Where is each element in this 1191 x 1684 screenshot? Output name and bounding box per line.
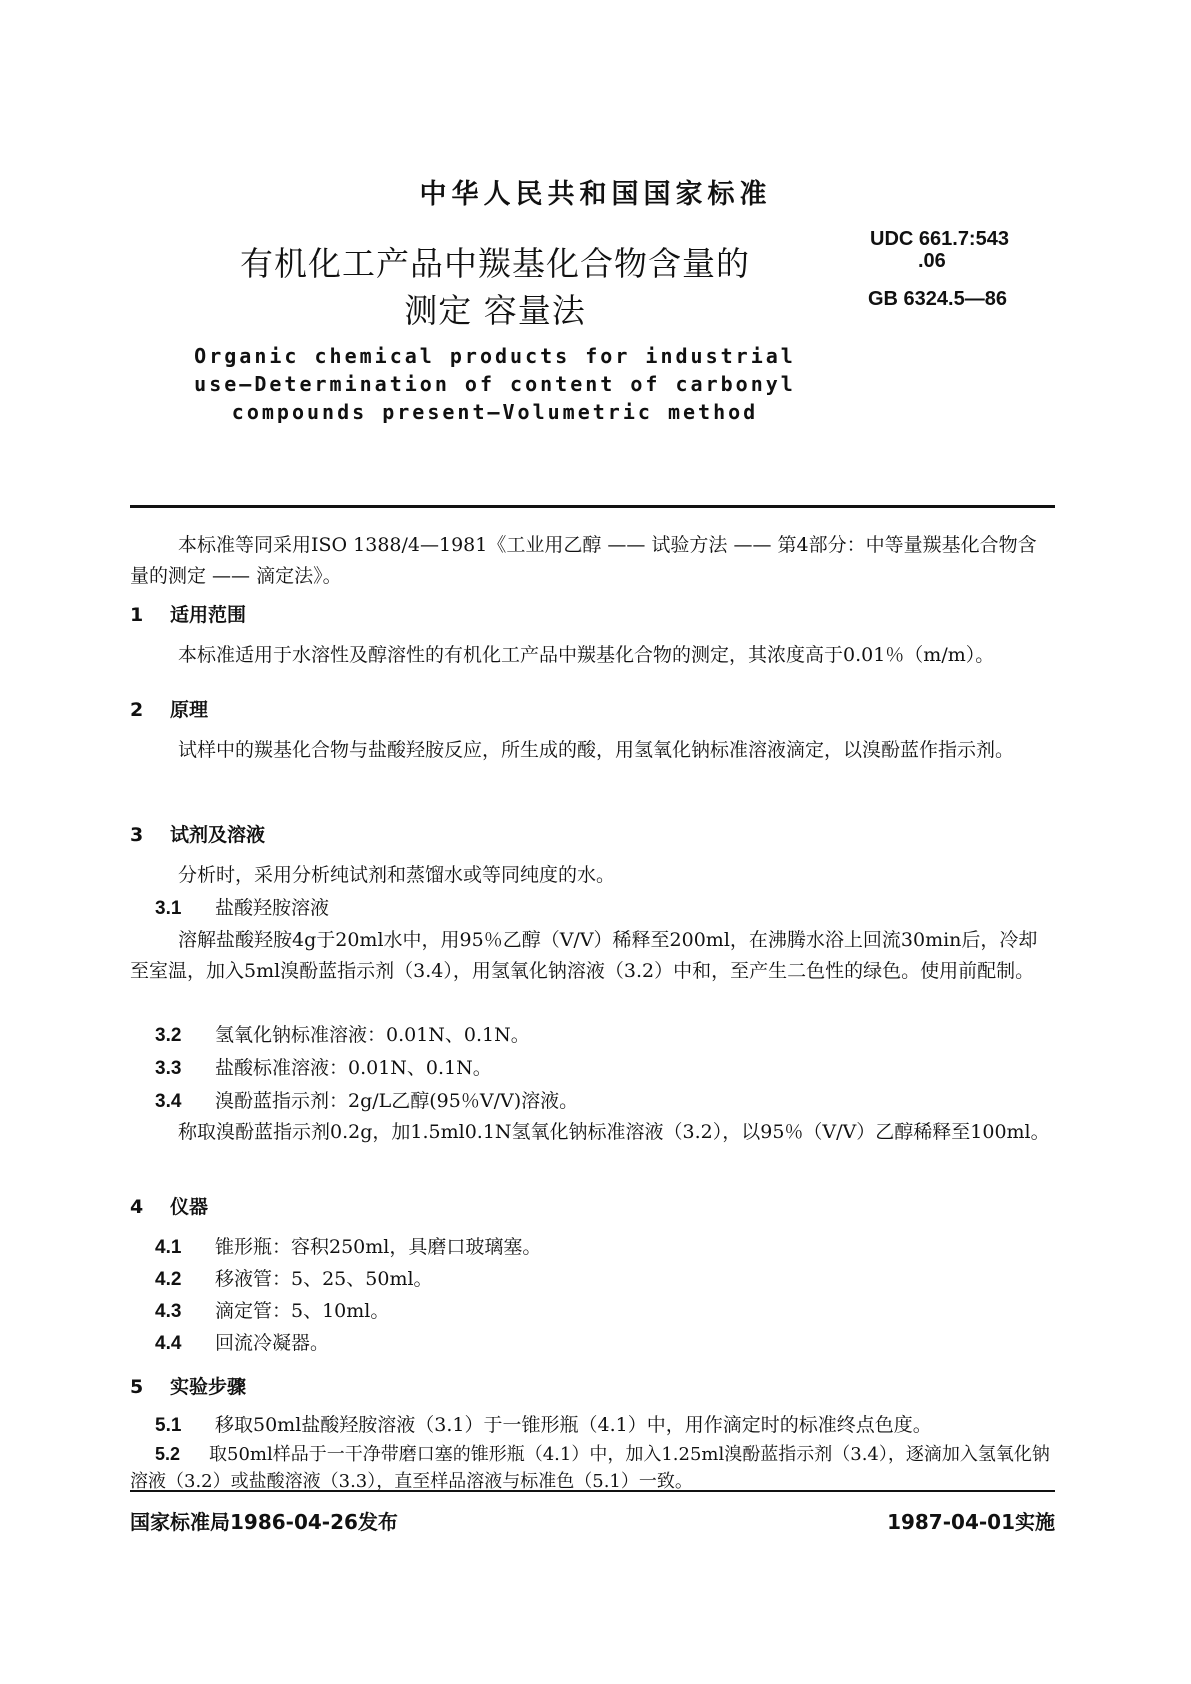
section-title: 仪器 [170,1196,209,1218]
subsection-text: 盐酸标准溶液：0.01N、0.1N。 [215,1057,492,1079]
subsection-3-2 [155,1020,1055,1051]
section-2-heading [130,695,1055,726]
subsection-title: 盐酸羟胺溶液 [215,897,330,919]
title-en-line2: use—Determination of content of carbonyl [194,372,796,396]
subsection-number: 3.3 [155,1058,182,1079]
section-title: 适用范围 [170,604,247,626]
subsection-number: 4.3 [155,1301,182,1322]
section-2-text: 试样中的羰基化合物与盐酸羟胺反应，所生成的酸，用氢氧化钠标准溶液滴定，以溴酚蓝作指示剂。 [178,739,1015,761]
subsection-3-1-heading [155,893,1055,924]
subsection-text: 移取50ml盐酸羟胺溶液（3.1）于一锥形瓶（4.1）中，用作滴定时的标准终点色度。 [215,1414,932,1436]
subsection-5-2 [130,1441,1055,1495]
subsection-5-1 [155,1410,1055,1441]
effective-date: 1987-04-01实施 [887,1510,1055,1534]
section-5-heading [130,1372,1055,1403]
subsection-text: 移液管：5、25、50ml。 [215,1268,433,1290]
subsection-text: 锥形瓶：容积250ml，具磨口玻璃塞。 [215,1236,542,1258]
section-number: 4 [130,1196,144,1218]
section-3-heading [130,820,1055,851]
subsection-number: 4.2 [155,1269,182,1290]
subsection-4-1 [155,1232,1055,1263]
issue-date: 国家标准局1986-04-26发布 [130,1510,398,1534]
subsection-4-4 [155,1328,1055,1359]
subsection-3-4-detail: 称取溴酚蓝指示剂0.2g，加1.5ml0.1N氢氧化钠标准溶液（3.2），以95％（V/V）乙醇稀释至100ml。 [178,1121,1050,1143]
intro-paragraph: 本标准等同采用ISO 1388/4—1981《工业用乙醇 —— 试验方法 —— 第4部分：中等量羰基化合物含量的测定 —— 滴定法》。 [130,534,1037,587]
title-en-line3: compounds present—Volumetric method [231,400,759,424]
udc-code-suffix: .06 [918,250,946,272]
udc-code: UDC 661.7:543 [870,228,1009,250]
title-cn-line1: 有机化工产品中羰基化合物含量的 [240,244,750,283]
subsection-text: 氢氧化钠标准溶液：0.01N、0.1N。 [215,1024,530,1046]
section-number: 5 [130,1376,144,1398]
subsection-number: 3.4 [155,1091,182,1112]
subsection-text: 溴酚蓝指示剂：2g/L乙醇(95％V/V)溶液。 [215,1090,579,1112]
section-title: 实验步骤 [170,1376,247,1398]
section-1-heading [130,600,1055,631]
subsection-4-3 [155,1296,1055,1327]
subsection-number: 4.1 [155,1237,182,1258]
subsection-text: 回流冷凝器。 [215,1332,330,1354]
section-1-text: 本标准适用于水溶性及醇溶性的有机化工产品中羰基化合物的测定，其浓度高于0.01％（m/m）。 [178,644,995,666]
subsection-text: 滴定管：5、10ml。 [215,1300,390,1322]
header-divider [130,505,1055,508]
title-en-line1: Organic chemical products for industrial [194,344,796,368]
subsection-number: 5.1 [155,1415,182,1436]
section-4-heading [130,1192,1055,1223]
national-standard-label: 中华人民共和国国家标准 [419,179,772,210]
title-cn-line2: 测定 容量法 [404,291,586,330]
section-number: 3 [130,824,144,846]
subsection-3-4 [155,1086,1055,1117]
subsection-3-3 [155,1053,1055,1084]
section-title: 试剂及溶液 [170,824,266,846]
subsection-number: 4.4 [155,1333,182,1354]
section-3-text: 分析时，采用分析纯试剂和蒸馏水或等同纯度的水。 [178,864,616,886]
subsection-3-1-text: 溶解盐酸羟胺4g于20ml水中，用95％乙醇（V/V）稀释至200ml，在沸腾水浴上回流30min后，冷却至室温，加入5ml溴酚蓝指示剂（3.4），用氢氧化钠溶液（3.2）中和，至产生二色性的绿色。使用前配制。 [130,929,1038,982]
section-title: 原理 [170,699,209,721]
footer-divider [130,1490,1055,1492]
section-number: 1 [130,604,144,626]
subsection-4-2 [155,1264,1055,1295]
subsection-number: 5.2 [155,1444,181,1464]
subsection-number: 3.1 [155,898,182,919]
subsection-text: 取50ml样品于一干净带磨口塞的锥形瓶（4.1）中，加入1.25ml溴酚蓝指示剂（3.4），逐滴加入氢氧化钠溶液（3.2）或盐酸溶液（3.3），直至样品溶液与标准色（5.1）一致。 [130,1444,1050,1492]
subsection-number: 3.2 [155,1025,182,1046]
gb-code: GB 6324.5—86 [868,288,1007,310]
section-number: 2 [130,699,144,721]
